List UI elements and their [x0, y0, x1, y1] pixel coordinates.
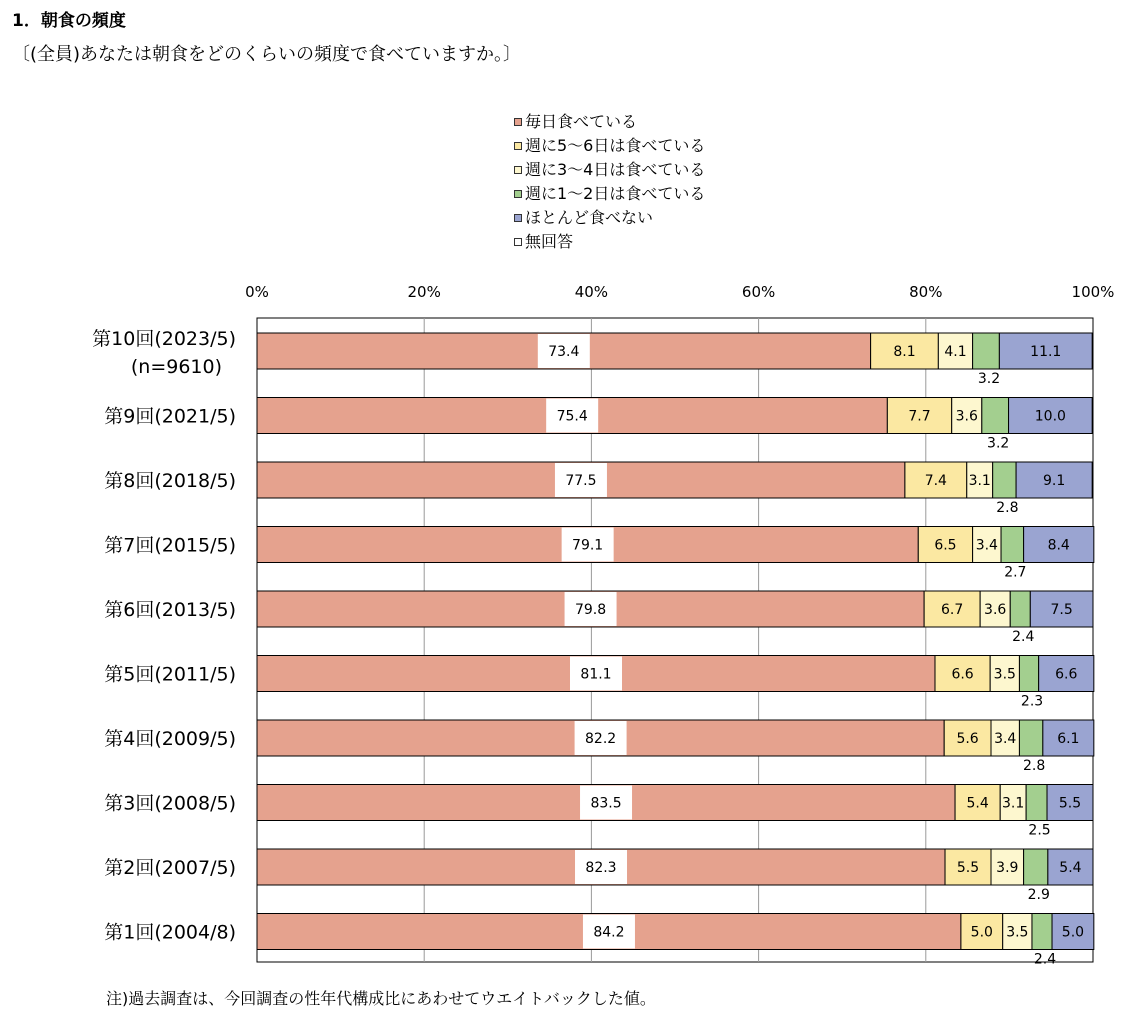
- bar-segment: [982, 398, 1009, 434]
- data-label: 82.3: [585, 860, 617, 876]
- data-label: 2.4: [1012, 629, 1035, 645]
- data-label: 79.1: [572, 537, 604, 554]
- data-label: 83.5: [590, 795, 622, 812]
- data-label: 5.5: [956, 860, 980, 876]
- data-label: 8.1: [893, 344, 916, 360]
- bar-segment: [1010, 591, 1030, 627]
- legend-label: 無回答: [525, 232, 574, 251]
- bar-segment: [1019, 720, 1042, 756]
- category-label: 第5回(2011/5): [104, 663, 236, 686]
- data-label: 75.4: [556, 408, 588, 425]
- data-label: 2.9: [1027, 887, 1050, 903]
- bar-segment: [1019, 656, 1038, 692]
- category-label: 第3回(2008/5): [104, 792, 236, 815]
- data-label: 82.2: [585, 731, 617, 747]
- category-label: 第6回(2013/5): [104, 599, 236, 621]
- legend-label: 週に5～6日は食べている: [525, 136, 706, 155]
- bar-segment: [1001, 527, 1024, 563]
- bar-segment: [1032, 914, 1052, 950]
- data-label: 81.1: [580, 666, 612, 683]
- data-label: 10.0: [1034, 408, 1066, 425]
- category-label: 第4回(2009/5): [104, 728, 236, 750]
- x-tick-label: 100%: [1071, 283, 1115, 301]
- data-label: 6.6: [1055, 666, 1078, 683]
- data-label: 3.4: [994, 731, 1017, 747]
- x-tick-label: 0%: [245, 283, 269, 301]
- data-label: 3.2: [987, 435, 1010, 452]
- category-label: 第9回(2021/5): [104, 405, 236, 428]
- legend-label: 週に1～2日は食べている: [525, 184, 706, 203]
- category-label: 第10回(2023/5): [92, 328, 236, 350]
- data-label: 3.4: [975, 537, 998, 554]
- data-label: 5.4: [1059, 860, 1082, 876]
- data-label: 7.5: [1050, 602, 1073, 618]
- x-tick-label: 40%: [574, 283, 609, 301]
- data-label: 3.1: [1002, 795, 1025, 812]
- data-label: 11.1: [1030, 344, 1062, 360]
- category-label: 第1回(2004/8): [104, 921, 236, 944]
- data-label: 5.0: [1061, 924, 1085, 941]
- data-label: 73.4: [548, 344, 580, 360]
- data-label: 6.5: [934, 537, 957, 554]
- data-label: 2.4: [1033, 951, 1057, 968]
- data-label: 2.8: [1023, 758, 1046, 774]
- data-label: 79.8: [574, 602, 607, 618]
- data-label: 3.9: [996, 860, 1019, 876]
- bar-segment: [1024, 849, 1048, 885]
- data-label: 6.7: [941, 602, 964, 618]
- data-label: 3.2: [977, 371, 1001, 387]
- data-label: 9.1: [1042, 473, 1066, 489]
- x-tick-label: 20%: [407, 283, 441, 301]
- legend-label: 週に3～4日は食べている: [525, 160, 706, 179]
- legend-label: ほとんど食べない: [525, 208, 654, 227]
- category-sublabel: (n=9610): [130, 356, 222, 378]
- data-label: 3.5: [1006, 924, 1029, 941]
- data-label: 8.4: [1047, 537, 1070, 554]
- data-label: 7.4: [924, 473, 947, 489]
- data-label: 84.2: [593, 924, 625, 941]
- category-label: 第7回(2015/5): [104, 534, 236, 557]
- data-label: 77.5: [565, 473, 597, 489]
- data-label: 2.3: [1020, 693, 1044, 710]
- legend-label: 毎日食べている: [525, 112, 638, 131]
- data-label: 2.7: [1004, 564, 1027, 581]
- bar-segment: [993, 462, 1016, 498]
- category-label: 第8回(2018/5): [104, 470, 236, 492]
- data-label: 6.6: [951, 666, 974, 683]
- section-heading: 1．朝食の頻度: [12, 11, 126, 31]
- category-label: 第2回(2007/5): [104, 857, 236, 879]
- data-label: 3.1: [968, 473, 991, 489]
- data-label: 3.6: [955, 408, 978, 425]
- data-label: 2.8: [996, 500, 1019, 516]
- bar-segment: [973, 333, 1000, 369]
- footnote: 注)過去調査は、今回調査の性年代構成比にあわせてウエイトバックした値。: [106, 989, 656, 1008]
- data-label: 4.1: [944, 344, 967, 360]
- data-label: 5.6: [956, 731, 979, 747]
- question-text: 〔(全員)あなたは朝食をどのくらいの頻度で食べていますか。〕: [12, 44, 522, 65]
- data-label: 3.6: [984, 602, 1007, 618]
- data-label: 6.1: [1057, 731, 1080, 747]
- x-tick-label: 80%: [909, 283, 943, 301]
- data-label: 5.5: [1058, 795, 1082, 812]
- bar-segment: [1026, 785, 1047, 821]
- x-tick-label: 60%: [741, 283, 776, 301]
- data-label: 5.0: [970, 924, 993, 941]
- data-label: 7.7: [908, 408, 931, 425]
- data-label: 5.4: [966, 795, 989, 812]
- data-label: 3.5: [993, 666, 1016, 683]
- data-label: 2.5: [1028, 822, 1051, 839]
